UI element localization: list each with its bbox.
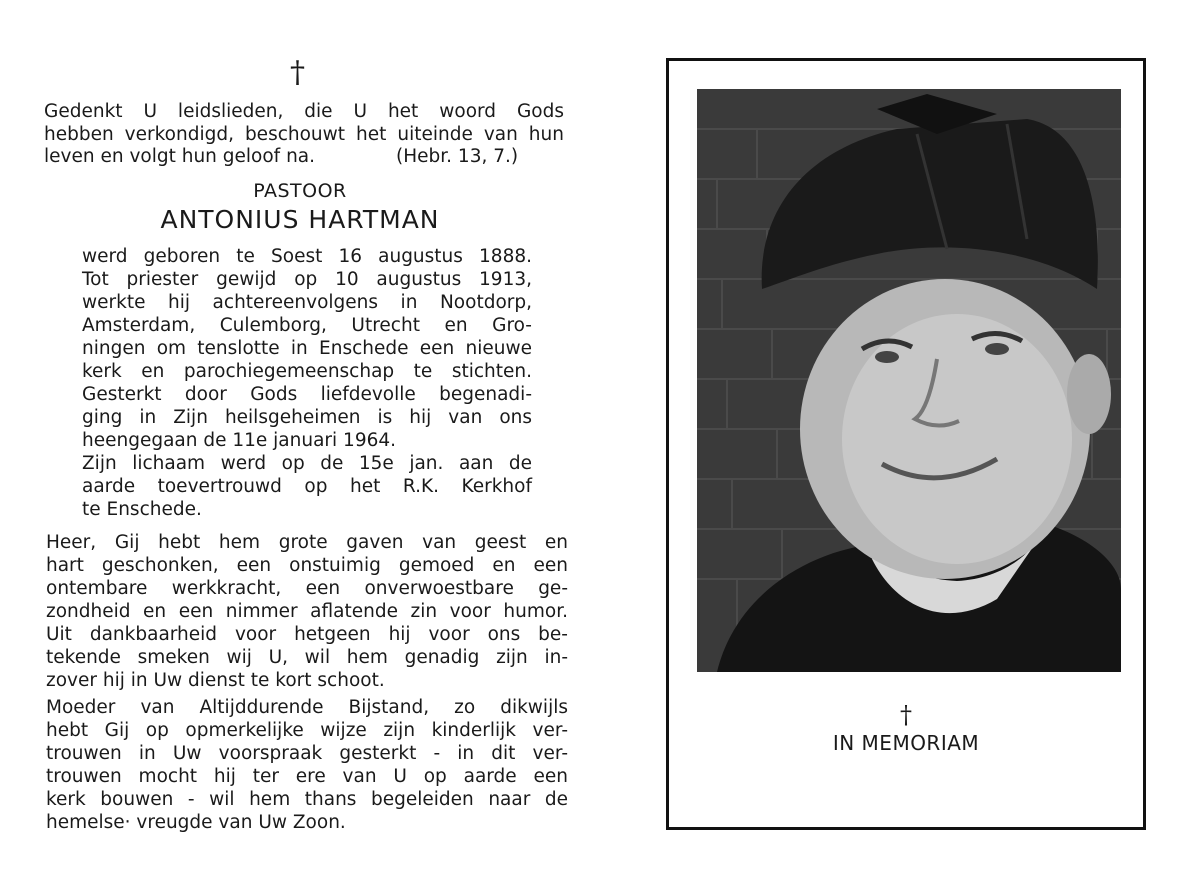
verse-reference: (Hebr. 13, 7.) <box>396 146 519 167</box>
prayer-line: zover hij in Uw dienst te kort schoot. <box>46 670 385 691</box>
prayer-line: kerk bouwen - wil hem thans begeleiden naar de <box>46 789 568 810</box>
bio-line: kerk en parochiegemeenschap te stichten. <box>82 361 532 382</box>
prayer-line: trouwen mocht hij ter ere van U op aarde een <box>46 766 568 787</box>
verse-line: Gedenkt U leidslieden, die U het woord Gods <box>44 101 564 122</box>
bio-line: te Enschede. <box>82 499 202 520</box>
prayer-line: tekende smeken wij U, wil hem genadig zijn in- <box>46 647 568 668</box>
in-memoriam-label: IN MEMORIAM <box>832 731 980 755</box>
prayer-line: Uit dankbaarheid voor hetgeen hij voor ons be- <box>46 624 568 645</box>
prayer-line: trouwen in Uw voorspraak gesterkt - in dit ver- <box>46 743 568 764</box>
photo-page <box>600 0 1200 887</box>
prayer-line: hemelse· vreugde van Uw Zoon. <box>46 812 346 833</box>
cross-symbol: † <box>900 701 912 729</box>
deceased-name: ANTONIUS HARTMAN <box>160 205 440 234</box>
bio-line: ningen om tenslotte in Enschede een nieuwe <box>82 338 532 359</box>
prayer-line: Heer, Gij hebt hem grote gaven van geest en <box>46 532 568 553</box>
verse-line: hebben verkondigd, beschouwt het uiteinde van hun <box>44 124 564 145</box>
bio-line: werd geboren te Soest 16 augustus 1888. <box>82 246 532 267</box>
prayer-line: hart geschonken, een onstuimig gemoed en een <box>46 555 568 576</box>
bio-line: Gesterkt door Gods liefdevolle begenadi- <box>82 384 532 405</box>
verse-line: leven en volgt hun geloof na. <box>44 146 316 167</box>
bio-line: Amsterdam, Culemborg, Utrecht en Gro- <box>82 315 532 336</box>
priest-portrait-photo <box>697 89 1121 672</box>
prayer-line: hebt Gij op opmerkelijke wijze zijn kinderlijk ver- <box>46 720 568 741</box>
bio-line: heengegaan de 11e januari 1964. <box>82 430 397 451</box>
prayer-line: zondheid en een nimmer aflatende zin voor humor. <box>46 601 568 622</box>
title-pastoor: PASTOOR <box>253 180 347 202</box>
bio-line: Zijn lichaam werd op de 15e jan. aan de <box>82 453 532 474</box>
bio-line: ging in Zijn heilsgeheimen is hij van ons <box>82 407 532 428</box>
bio-line: aarde toevertrouwd op het R.K. Kerkhof <box>82 476 532 497</box>
cross-symbol: † <box>290 55 305 90</box>
memorial-frame <box>666 58 1146 830</box>
bio-line: werkte hij achtereenvolgens in Nootdorp, <box>82 292 532 313</box>
prayer-line: ontembare werkkracht, een onverwoestbare ge- <box>46 578 568 599</box>
priest-portrait-icon <box>697 89 1121 672</box>
bio-line: Tot priester gewijd op 10 augustus 1913, <box>82 269 532 290</box>
prayer-line: Moeder van Altijddurende Bijstand, zo dikwijls <box>46 697 568 718</box>
